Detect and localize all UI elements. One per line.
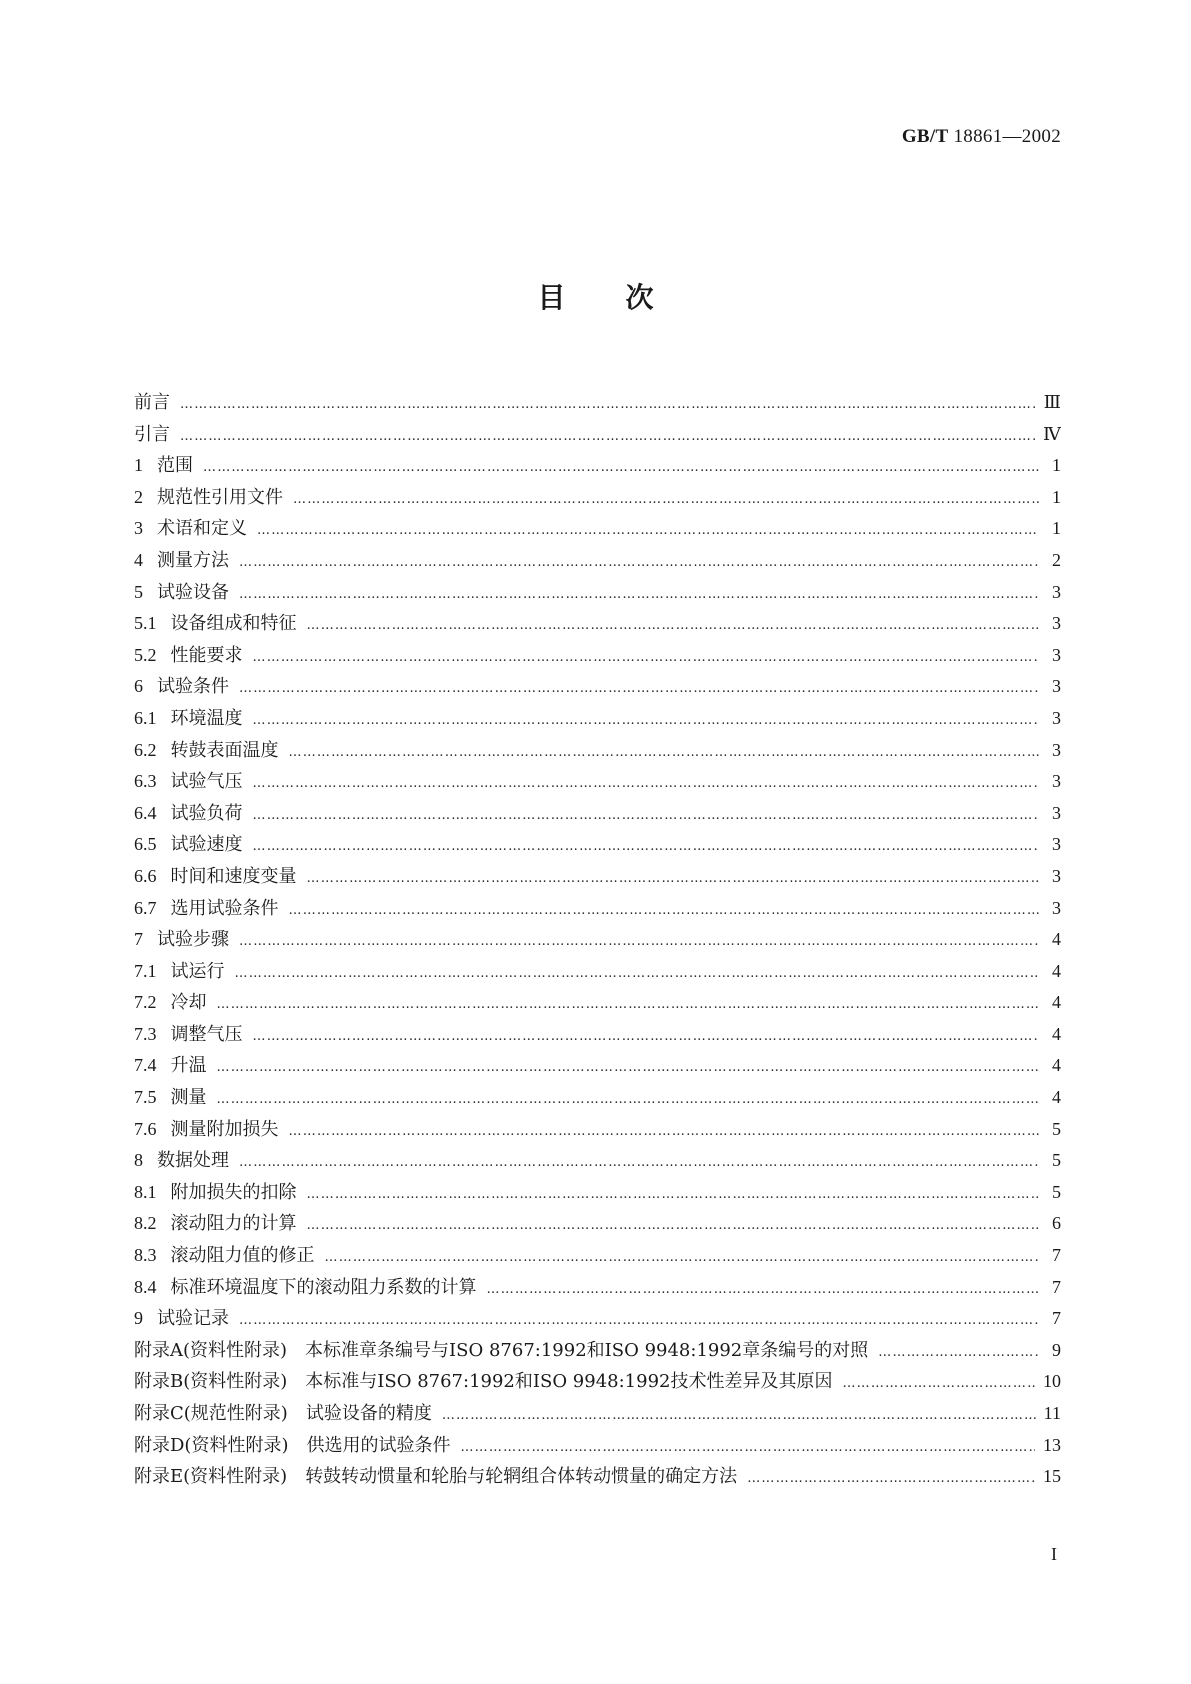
- toc-entry-label: 试验记录: [157, 1308, 229, 1330]
- toc-entry-label: 测量方法: [157, 549, 229, 571]
- toc-entry-label: 设备组成和特征: [170, 613, 297, 635]
- toc-entry[interactable]: [134, 1020, 1061, 1052]
- toc-entry-page: 4: [1052, 1087, 1061, 1108]
- toc-entry[interactable]: [134, 1051, 1061, 1083]
- toc-entry-page: Ⅲ: [1043, 392, 1061, 412]
- toc-leader-dots: [460, 1440, 1035, 1455]
- toc-entry[interactable]: [134, 830, 1061, 862]
- toc-entry-label: 滚动阻力的计算: [170, 1213, 297, 1235]
- toc-entry[interactable]: [134, 388, 1061, 420]
- toc-entry-page: 6: [1052, 1213, 1061, 1234]
- toc-entry-label: 升温: [170, 1055, 207, 1077]
- toc-entry-title: [134, 641, 243, 667]
- toc-entry[interactable]: [134, 894, 1061, 926]
- toc-entry-number: 2: [134, 486, 143, 507]
- toc-entry-label: 试验负荷: [170, 802, 243, 824]
- page-number: I: [1051, 1544, 1057, 1564]
- toc-entry-number: 7.3: [134, 1023, 157, 1044]
- toc-entry-label: 试验设备: [157, 581, 229, 603]
- toc-annex-prefix: 附录A(资料性附录): [134, 1339, 288, 1361]
- toc-entry-label: 本标准与ISO 8767:1992和ISO 9948:1992技术性差异及其原因: [305, 1371, 833, 1393]
- toc-entry-page: 11: [1043, 1403, 1061, 1423]
- toc-annex-prefix: 附录E(资料性附录): [134, 1466, 288, 1488]
- toc-leader-dots: [217, 997, 1040, 1012]
- toc-entry-page: 3: [1052, 771, 1061, 792]
- toc-entry-page: 10: [1043, 1371, 1061, 1392]
- toc-entry-page: 2: [1052, 549, 1061, 570]
- toc-entry-title: [134, 862, 297, 888]
- table-of-contents: [134, 388, 1061, 1494]
- toc-entry-page: 7: [1052, 1245, 1061, 1266]
- toc-entry-number: 6.3: [134, 771, 157, 792]
- toc-entry-label: 试验设备的精度: [305, 1403, 432, 1424]
- toc-leader-dots: [239, 1155, 1039, 1170]
- toc-entry-page: 4: [1052, 992, 1061, 1013]
- toc-entry-page: 3: [1052, 613, 1061, 634]
- toc-entry-number: 7.1: [134, 960, 157, 981]
- toc-entry-number: 7.6: [134, 1118, 157, 1139]
- toc-entry-page: 1: [1052, 486, 1061, 507]
- toc-leader-dots: [289, 1124, 1040, 1139]
- toc-annex-prefix: 附录D(资料性附录): [134, 1434, 289, 1456]
- toc-leader-dots: [239, 681, 1039, 696]
- toc-leader-dots: [842, 1376, 1035, 1391]
- toc-entry-title: [134, 1146, 229, 1172]
- toc-entry-label: 试验速度: [170, 834, 243, 856]
- toc-entry-label: 数据处理: [157, 1150, 229, 1172]
- toc-entry-page: 3: [1052, 739, 1061, 760]
- toc-entry-label: 转鼓表面温度: [170, 739, 279, 761]
- toc-entry-label: 供选用的试验条件: [306, 1434, 451, 1456]
- toc-entry-page: 3: [1052, 802, 1061, 823]
- toc-entry[interactable]: [134, 704, 1061, 736]
- toc-entry-title: [134, 1367, 832, 1393]
- toc-entry-page: 5: [1052, 1118, 1061, 1139]
- toc-entry-page: 3: [1052, 644, 1061, 665]
- toc-entry[interactable]: [134, 546, 1061, 578]
- toc-entry-page: 1: [1052, 518, 1061, 539]
- toc-annex-prefix: 附录C(规范性附录): [134, 1403, 288, 1424]
- toc-entry-title: [134, 736, 279, 762]
- toc-entry-label: 规范性引用文件: [157, 486, 283, 508]
- toc-leader-dots: [180, 397, 1036, 412]
- toc-entry-title: [134, 957, 225, 983]
- toc-entry-page: 3: [1052, 676, 1061, 697]
- toc-entry-title: [134, 546, 229, 572]
- toc-entry-title: [134, 609, 297, 635]
- toc-entry-page: 15: [1043, 1466, 1061, 1487]
- toc-annex-entry[interactable]: [134, 1431, 1061, 1463]
- toc-annex-entry[interactable]: [134, 1367, 1061, 1399]
- toc-entry-title: [134, 704, 243, 730]
- toc-entry[interactable]: [134, 451, 1061, 483]
- toc-entry-number: 1: [134, 455, 143, 476]
- toc-leader-dots: [307, 1187, 1040, 1202]
- toc-entry-title: [134, 925, 229, 951]
- toc-leader-dots: [289, 745, 1040, 760]
- toc-entry-number: 6.2: [134, 739, 157, 760]
- toc-entry-page: 4: [1052, 929, 1061, 950]
- toc-entry-label: 前言: [134, 392, 170, 413]
- toc-entry-label: 本标准章条编号与ISO 8767:1992和ISO 9948:1992章条编号的对照: [305, 1339, 869, 1361]
- toc-entry-number: 8.2: [134, 1213, 157, 1234]
- toc-entry[interactable]: [134, 799, 1061, 831]
- toc-leader-dots: [257, 523, 1039, 538]
- toc-entry-page: 13: [1043, 1434, 1061, 1455]
- toc-entry-label: 滚动阻力值的修正: [170, 1245, 315, 1267]
- toc-entry-page: 4: [1052, 960, 1061, 981]
- toc-entry-title: [134, 1083, 207, 1109]
- toc-entry-title: [134, 1399, 432, 1425]
- page-title: 目次: [537, 281, 714, 314]
- toc-entry-label: 引言: [134, 423, 170, 445]
- toc-entry-title: [134, 514, 247, 540]
- toc-entry-label: 冷却: [170, 992, 207, 1014]
- toc-entry-page: 4: [1052, 1023, 1061, 1044]
- toc-entry-number: 7: [134, 929, 143, 950]
- standard-code-prefix: GB/T: [901, 126, 949, 147]
- toc-entry[interactable]: [134, 578, 1061, 610]
- toc-entry-label: 标准环境温度下的滚动阻力系数的计算: [170, 1276, 477, 1298]
- toc-entry[interactable]: [134, 672, 1061, 704]
- toc-entry-title: [134, 1209, 297, 1235]
- toc-leader-dots: [289, 903, 1040, 918]
- toc-entry-title: [134, 1115, 279, 1141]
- toc-entry-page: 7: [1052, 1276, 1061, 1297]
- toc-entry-number: 6.7: [134, 897, 157, 918]
- toc-entry-page: 5: [1052, 1181, 1061, 1202]
- toc-entry-number: 3: [134, 518, 143, 539]
- toc-entry[interactable]: [134, 925, 1061, 957]
- toc-entry-page: 5: [1052, 1150, 1061, 1171]
- toc-entry-title: [134, 830, 243, 856]
- toc-leader-dots: [878, 1345, 1039, 1360]
- toc-leader-dots: [239, 934, 1039, 949]
- toc-entry[interactable]: [134, 1273, 1061, 1305]
- toc-leader-dots: [239, 1313, 1039, 1328]
- toc-entry-page: 3: [1052, 707, 1061, 728]
- toc-entry-label: 转鼓转动惯量和轮胎与轮辋组合体转动惯量的确定方法: [305, 1466, 738, 1488]
- toc-entry-number: 6: [134, 676, 143, 697]
- toc-entry[interactable]: [134, 957, 1061, 989]
- toc-entry-number: 8.4: [134, 1276, 157, 1297]
- toc-entry-title: [134, 1273, 477, 1299]
- toc-entry[interactable]: [134, 1178, 1061, 1210]
- toc-entry[interactable]: [134, 483, 1061, 515]
- toc-entry-page: 7: [1052, 1308, 1061, 1329]
- toc-entry-number: 4: [134, 549, 143, 570]
- toc-entry-title: [134, 1431, 450, 1457]
- toc-entry-page: 1: [1052, 455, 1061, 476]
- toc-entry-number: 7.4: [134, 1055, 157, 1076]
- toc-entry-label: 试运行: [170, 960, 225, 982]
- toc-entry-label: 性能要求: [170, 644, 243, 666]
- toc-entry-number: 6.1: [134, 707, 157, 728]
- toc-entry-title: [134, 799, 243, 825]
- toc-leader-dots: [217, 1092, 1040, 1107]
- toc-entry[interactable]: [134, 420, 1061, 452]
- toc-entry-title: [134, 578, 229, 604]
- toc-leader-dots: [253, 650, 1040, 665]
- toc-entry-title: [134, 1020, 243, 1046]
- toc-entry-title: [134, 420, 170, 446]
- toc-entry-label: 试验气压: [170, 771, 243, 793]
- toc-entry-number: 9: [134, 1308, 143, 1329]
- toc-leader-dots: [307, 871, 1040, 886]
- toc-entry-label: 试验条件: [157, 676, 229, 698]
- toc-entry-number: 7.2: [134, 992, 157, 1013]
- toc-entry-label: 调整气压: [170, 1023, 243, 1045]
- toc-entry-page: 9: [1052, 1339, 1061, 1360]
- toc-entry[interactable]: [134, 988, 1061, 1020]
- toc-entry-page: 3: [1052, 865, 1061, 886]
- toc-entry-title: [134, 1462, 737, 1488]
- toc-leader-dots: [747, 1471, 1035, 1486]
- toc-entry-page: 3: [1052, 581, 1061, 602]
- toc-entry-title: [134, 988, 207, 1014]
- toc-entry-label: 选用试验条件: [170, 897, 279, 919]
- toc-leader-dots: [253, 776, 1040, 791]
- toc-entry-label: 试验步骤: [157, 929, 229, 951]
- toc-entry-number: 5.1: [134, 613, 157, 634]
- toc-entry-label: 术语和定义: [157, 518, 247, 540]
- toc-entry-number: 6.4: [134, 802, 157, 823]
- toc-entry[interactable]: [134, 514, 1061, 546]
- toc-annex-entry[interactable]: [134, 1399, 1061, 1431]
- toc-entry-number: 5: [134, 581, 143, 602]
- toc-entry-label: 测量: [170, 1087, 207, 1109]
- toc-leader-dots: [487, 1282, 1040, 1297]
- toc-leader-dots: [325, 1250, 1040, 1265]
- standard-code-number: 18861—2002: [953, 126, 1061, 147]
- toc-entry-page: Ⅳ: [1043, 423, 1061, 444]
- toc-leader-dots: [307, 1218, 1040, 1233]
- toc-entry-page: 4: [1052, 1055, 1061, 1076]
- toc-entry-title: [134, 1304, 229, 1330]
- toc-entry[interactable]: [134, 1146, 1061, 1178]
- toc-entry-number: 6.5: [134, 834, 157, 855]
- toc-entry[interactable]: [134, 1115, 1061, 1147]
- toc-leader-dots: [217, 1060, 1040, 1075]
- toc-entry[interactable]: [134, 1083, 1061, 1115]
- toc-leader-dots: [239, 555, 1039, 570]
- toc-entry-label: 环境温度: [170, 707, 243, 729]
- toc-leader-dots: [253, 839, 1040, 854]
- toc-leader-dots: [307, 618, 1040, 633]
- toc-entry-label: 测量附加损失: [170, 1118, 279, 1140]
- toc-entry-title: [134, 451, 193, 477]
- toc-entry-number: 8: [134, 1150, 143, 1171]
- toc-entry[interactable]: [134, 641, 1061, 673]
- toc-entry[interactable]: [134, 767, 1061, 799]
- toc-entry-title: [134, 388, 170, 414]
- toc-entry-title: [134, 1178, 297, 1204]
- toc-entry-page: 3: [1052, 897, 1061, 918]
- toc-entry-number: 8.1: [134, 1181, 157, 1202]
- toc-leader-dots: [239, 587, 1039, 602]
- toc-entry-title: [134, 767, 243, 793]
- toc-leader-dots: [203, 460, 1039, 475]
- toc-entry-label: 时间和速度变量: [170, 865, 297, 887]
- toc-entry-title: [134, 483, 283, 509]
- toc-entry[interactable]: [134, 1241, 1061, 1273]
- toc-entry-number: 7.5: [134, 1087, 157, 1108]
- toc-entry-title: [134, 672, 229, 698]
- toc-entry-title: [134, 1241, 315, 1267]
- toc-leader-dots: [235, 966, 1040, 981]
- toc-entry-label: 附加损失的扣除: [170, 1181, 297, 1203]
- toc-leader-dots: [293, 492, 1039, 507]
- toc-entry[interactable]: [134, 1209, 1061, 1241]
- toc-leader-dots: [253, 808, 1040, 823]
- toc-entry-number: 6.6: [134, 865, 157, 886]
- toc-entry-title: [134, 894, 279, 920]
- toc-entry[interactable]: [134, 862, 1061, 894]
- toc-entry[interactable]: [134, 609, 1061, 641]
- standard-code: [902, 126, 1061, 148]
- toc-entry-number: 5.2: [134, 644, 157, 665]
- toc-leader-dots: [442, 1408, 1036, 1423]
- toc-annex-prefix: 附录B(资料性附录): [134, 1371, 288, 1393]
- toc-entry-title: [134, 1051, 207, 1077]
- toc-entry[interactable]: [134, 736, 1061, 768]
- toc-entry-number: 8.3: [134, 1245, 157, 1266]
- toc-entry-title: [134, 1336, 868, 1362]
- toc-leader-dots: [253, 1029, 1040, 1044]
- toc-leader-dots: [253, 713, 1040, 728]
- toc-leader-dots: [180, 429, 1035, 444]
- toc-annex-entry[interactable]: [134, 1462, 1061, 1494]
- toc-annex-entry[interactable]: [134, 1336, 1061, 1368]
- toc-entry-page: 3: [1052, 834, 1061, 855]
- toc-entry-label: 范围: [157, 455, 193, 477]
- toc-entry[interactable]: [134, 1304, 1061, 1336]
